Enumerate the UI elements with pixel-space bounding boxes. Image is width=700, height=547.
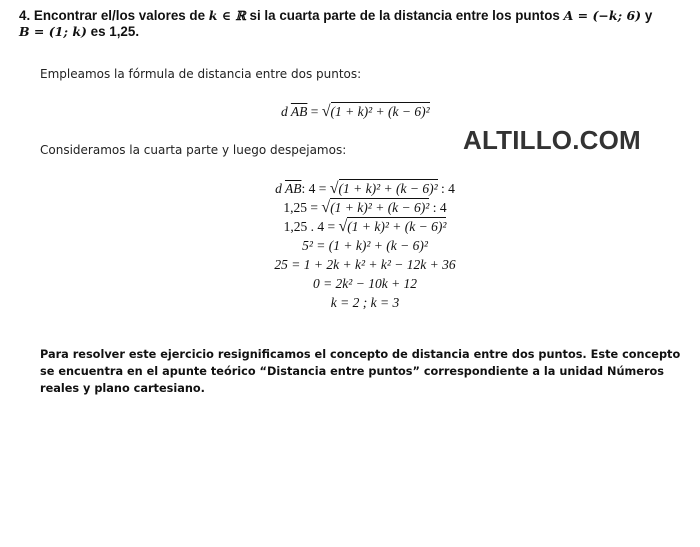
watermark-logo: ALTILLO.COM	[463, 125, 641, 155]
point-a: A = (−k; 6)	[563, 8, 642, 23]
work-line-5: 25 = 1 + 2k + k² + k² − 12k + 36	[274, 257, 456, 272]
work-line-1	[0, 179, 700, 198]
work-line-2	[0, 198, 700, 217]
work-line-1-mid: : 4 =	[301, 181, 330, 196]
work-line-1-radicand: (1 + k)² + (k − 6)²	[338, 181, 438, 196]
work-line-1-end: : 4	[437, 181, 455, 196]
problem-statement	[19, 8, 689, 40]
sqrt-symbol-icon: √	[321, 103, 331, 120]
conclusion-text: Para resolver este ejercicio resignificamos el concepto de distancia entre dos puntos. Este concepto se encuentra en el apunte teórico “Distancia entre puntos” correspondiente a la unidad Números reales y plano cartesiano.	[40, 348, 681, 395]
work-line-2-end: : 4	[429, 200, 447, 215]
work-line-2-pre: 1,25 =	[283, 200, 322, 215]
work-line-1-segment: $\overline{AB}$	[284, 181, 302, 196]
formula-radicand: (1 + k)² + (k − 6)²	[330, 104, 430, 119]
work-line-3-radicand: (1 + k)² + (k − 6)²	[347, 219, 447, 234]
problem-joiner: y	[644, 8, 653, 23]
work-line-4: 5² = (1 + k)² + (k − 6)²	[302, 238, 428, 253]
work-line-3	[0, 217, 700, 236]
problem-condition: k ∈ ℝ	[208, 8, 246, 23]
work-line-1-d: d	[275, 181, 282, 196]
problem-prefix: 4. Encontrar el/los valores de	[19, 8, 206, 23]
work-line-2-radicand: (1 + k)² + (k − 6)²	[330, 200, 430, 215]
sqrt-symbol-icon: √	[329, 180, 339, 197]
formula-eq: =	[307, 104, 322, 119]
solution-steps	[0, 179, 700, 312]
work-line-6: 0 = 2k² − 10k + 12	[312, 276, 418, 291]
sqrt-symbol-icon: √	[338, 218, 348, 235]
step1-text: Empleamos la fórmula de distancia entre dos puntos:	[40, 67, 362, 81]
point-b: B = (1; k)	[19, 24, 87, 39]
work-line-7: k = 2 ; k = 3	[330, 295, 400, 310]
formula-segment: $\overline{AB}$	[290, 104, 308, 119]
step2-text: Consideramos la cuarta parte y luego despejamos:	[40, 143, 347, 157]
distance-formula	[281, 103, 430, 121]
problem-middle: si la cuarta parte de la distancia entre los puntos	[249, 8, 560, 23]
sqrt-symbol-icon: √	[321, 199, 331, 216]
formula-d: d	[281, 104, 288, 119]
work-line-3-pre: 1,25 . 4 =	[283, 219, 339, 234]
problem-tail: es 1,25.	[90, 24, 140, 39]
